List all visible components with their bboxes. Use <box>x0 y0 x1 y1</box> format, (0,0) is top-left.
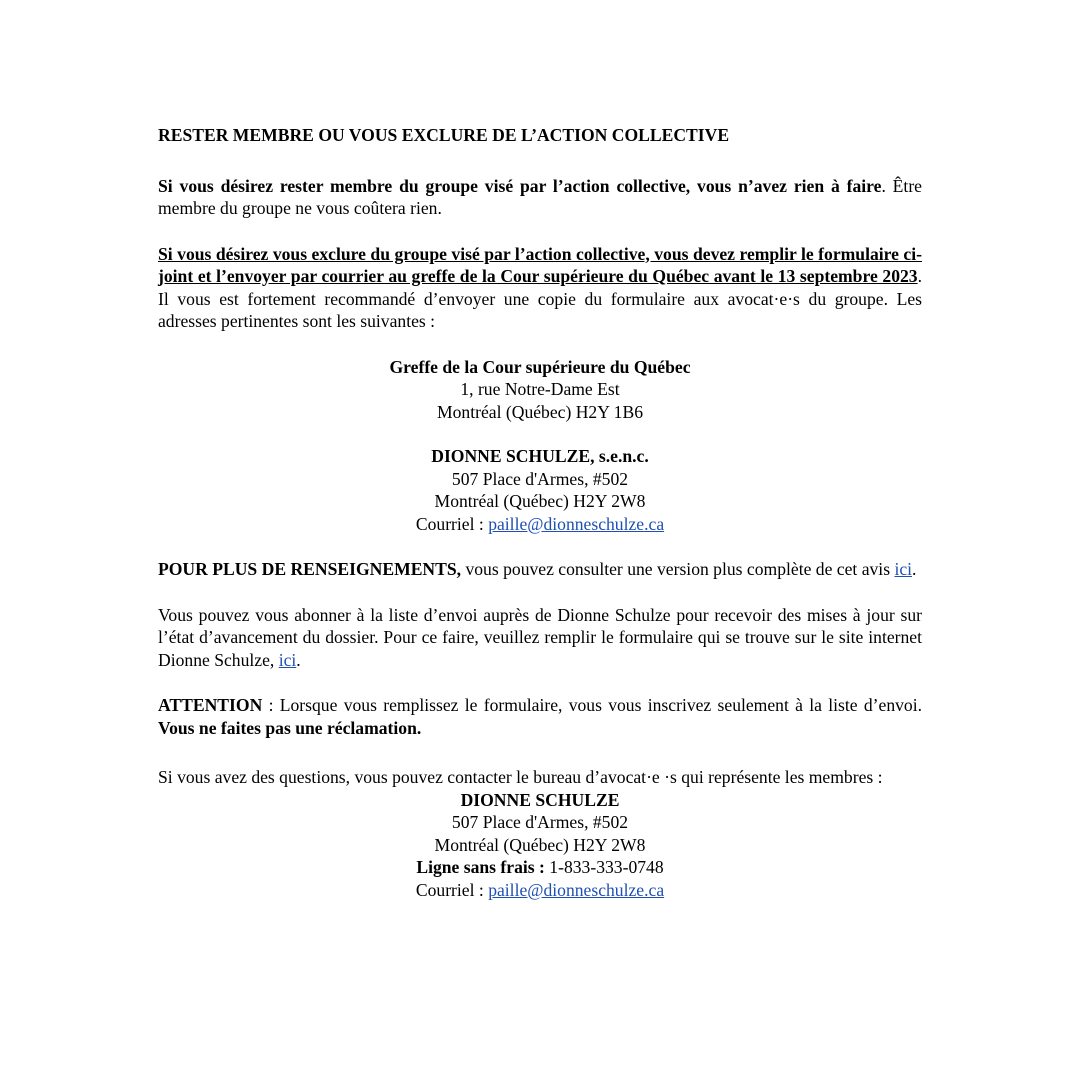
stay-member-text: . Être membre du groupe ne vous coûtera rien. <box>158 175 922 218</box>
exclude-text: . Il vous est fortement recommandé d’envoyer une copie du formulaire aux avocat·e·s du groupe. Les adresses pertinentes sont les suivantes : <box>158 266 922 331</box>
dionne-street: 507 Place d'Armes, #502 <box>451 468 629 489</box>
contact-street: 507 Place d'Armes, #502 <box>451 812 629 832</box>
more-info-paragraph <box>158 558 922 581</box>
dionne-address <box>158 445 922 535</box>
dionne-city: Montréal (Québec) H2Y 2W8 <box>434 491 646 511</box>
greffe-address <box>158 356 922 424</box>
contact-email-link[interactable]: paille@dionneschulze.ca <box>488 879 665 900</box>
stay-member-paragraph <box>158 175 922 220</box>
questions-paragraph: Si vous avez des questions, vous pouvez contacter le bureau d’avocat·e ·s qui représente les membres : <box>158 767 883 787</box>
more-info-link[interactable]: ici <box>894 559 913 579</box>
attention-paragraph <box>158 694 922 739</box>
dionne-name: DIONNE SCHULZE, s.e.n.c. <box>431 446 649 466</box>
attention-bold-end: Vous ne faites pas une réclamation. <box>158 717 422 738</box>
exclude-paragraph <box>158 243 922 333</box>
contact-email-line <box>158 879 922 902</box>
more-info-end: . <box>912 559 917 579</box>
mailing-list-end: . <box>296 649 301 670</box>
attention-text: : Lorsque vous remplissez le formulaire, vous vous inscrivez seulement à la liste d’envoi. <box>262 695 922 715</box>
exclude-bold-underlined: Si vous désirez vous exclure du groupe visé par l’action collective, vous devez remplir le formulaire ci-joint et l’envoyer par courrier au greffe de la Cour supérieure du Québec avant le 13 septembre 2023 <box>158 243 922 286</box>
stay-member-bold: Si vous désirez rester membre du groupe visé par l’action collective, vous n’avez rien à faire <box>158 175 882 196</box>
greffe-city: Montréal (Québec) H2Y 1B6 <box>436 401 643 422</box>
dionne-email-line <box>158 513 922 536</box>
dionne-email-link[interactable]: paille@dionneschulze.ca <box>488 513 665 534</box>
contact-phone-line <box>158 856 922 879</box>
notice-document <box>158 124 922 901</box>
more-info-bold: POUR PLUS DE RENSEIGNEMENTS, <box>158 559 462 579</box>
more-info-text: vous pouvez consulter une version plus complète de cet avis <box>461 559 895 579</box>
contact-phone-label: Ligne sans frais : <box>416 857 550 877</box>
contact-city: Montréal (Québec) H2Y 2W8 <box>434 834 646 855</box>
greffe-street: 1, rue Notre-Dame Est <box>460 379 620 399</box>
attention-bold: ATTENTION <box>158 695 263 715</box>
notice-title: RESTER MEMBRE OU VOUS EXCLURE DE L’ACTION COLLECTIVE <box>158 125 730 145</box>
greffe-name: Greffe de la Cour supérieure du Québec <box>389 356 691 377</box>
mailing-list-paragraph <box>158 604 922 672</box>
mailing-list-link[interactable]: ici <box>278 649 297 670</box>
mailing-list-text: Vous pouvez vous abonner à la liste d’envoi auprès de Dionne Schulze pour recevoir des mises à jour sur l’état d’avancement du dossier. Pour ce faire, veuillez remplir le formulaire qui se trouve sur le site internet Dionne Schulze, <box>158 604 922 670</box>
contact-name: DIONNE SCHULZE <box>460 789 620 810</box>
contact-email-label: Courriel : <box>415 879 489 900</box>
contact-phone: 1-833-333-0748 <box>549 857 664 877</box>
dionne-email-label: Courriel : <box>415 513 489 534</box>
contact-address <box>158 789 922 902</box>
